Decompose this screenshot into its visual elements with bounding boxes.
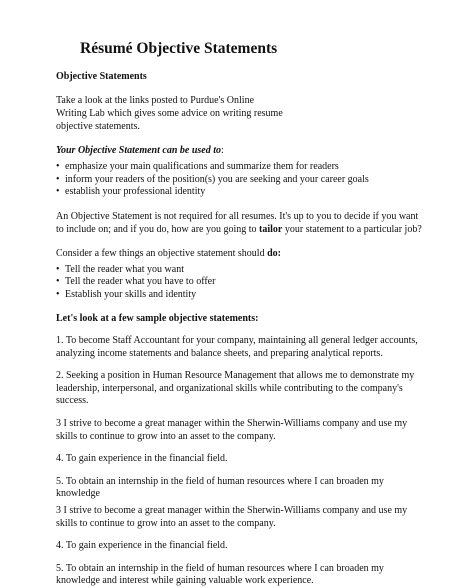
- list-item: [56, 264, 428, 277]
- sample-statement: 3 I strive to become a great manager within the Sherwin-Williams company and use my skills to continue to grow into an asset to the company.: [56, 417, 408, 442]
- document-title: Résumé Objective Statements: [80, 40, 278, 57]
- used-for-list: [56, 161, 428, 199]
- consider-list: [56, 264, 428, 302]
- consider-paragraph: [56, 247, 428, 260]
- intro-paragraph: Take a look at the links posted to Purdue's Online Writing Lab which gives some advice on writing resume objective statements.: [56, 95, 283, 132]
- not-required-text-before: An Objective Statement is not required for all resumes. It's up to you to decide if you want to include on; and if you do, how are you going to: [56, 210, 419, 235]
- not-required-paragraph: [56, 210, 428, 236]
- consider-text: Consider a few things an objective statement should: [56, 247, 268, 259]
- consider-emphasis: do:: [267, 247, 281, 259]
- section-heading: Objective Statements: [56, 71, 147, 82]
- bullet-icon: •: [56, 186, 60, 197]
- bullet-icon: •: [56, 161, 60, 172]
- list-item-text: establish your professional identity: [65, 186, 206, 197]
- tailor-emphasis: tailor: [259, 223, 283, 235]
- list-item-text: Tell the reader what you want: [65, 263, 184, 275]
- list-item: [56, 161, 428, 174]
- sample-statement: 5. To obtain an internship in the field of human resources where I can broaden my knowledge and interest while gaining valuable work experience.: [56, 562, 384, 587]
- list-item: [56, 186, 428, 199]
- used-for-heading: [56, 144, 428, 157]
- samples-heading: Let's look at a few sample objective statements:: [56, 313, 259, 324]
- list-item-text: Tell the reader what you have to offer: [65, 276, 216, 287]
- list-item-text: Establish your skills and identity: [65, 288, 197, 300]
- sample-statement: 5. To obtain an internship in the field of human resources where I can broaden my knowledge: [56, 475, 384, 500]
- sample-statement: 4. To gain experience in the financial field.: [56, 540, 228, 552]
- list-item-text: inform your readers of the position(s) you are seeking and your career goals: [65, 173, 369, 185]
- list-item: [56, 174, 428, 187]
- list-item: [56, 276, 428, 289]
- list-item-text: emphasize your main qualifications and summarize them for readers: [65, 161, 339, 172]
- sample-statement: 4. To gain experience in the financial field.: [56, 453, 228, 465]
- not-required-text-after: your statement to a particular job?: [282, 223, 422, 235]
- bullet-icon: •: [56, 288, 60, 300]
- sample-statement: 2. Seeking a position in Human Resource Management that allows me to demonstrate my leadership, interpersonal, and organizational skills while contributing to the company's success.: [56, 370, 415, 407]
- sample-statement: 1. To become Staff Accountant for your company, maintaining all general ledger accounts, analyzing income statements and balance sheets, and preparing analytical reports.: [56, 335, 418, 359]
- used-for-colon: :: [221, 145, 224, 156]
- bullet-icon: •: [56, 173, 60, 185]
- sample-statement: 3 I strive to become a great manager within the Sherwin-Williams company and use my skills to continue to grow into an asset to the company.: [56, 504, 408, 529]
- list-item: [56, 289, 428, 302]
- bullet-icon: •: [56, 276, 60, 287]
- bullet-icon: •: [56, 263, 60, 275]
- used-for-label: Your Objective Statement can be used to: [56, 145, 221, 156]
